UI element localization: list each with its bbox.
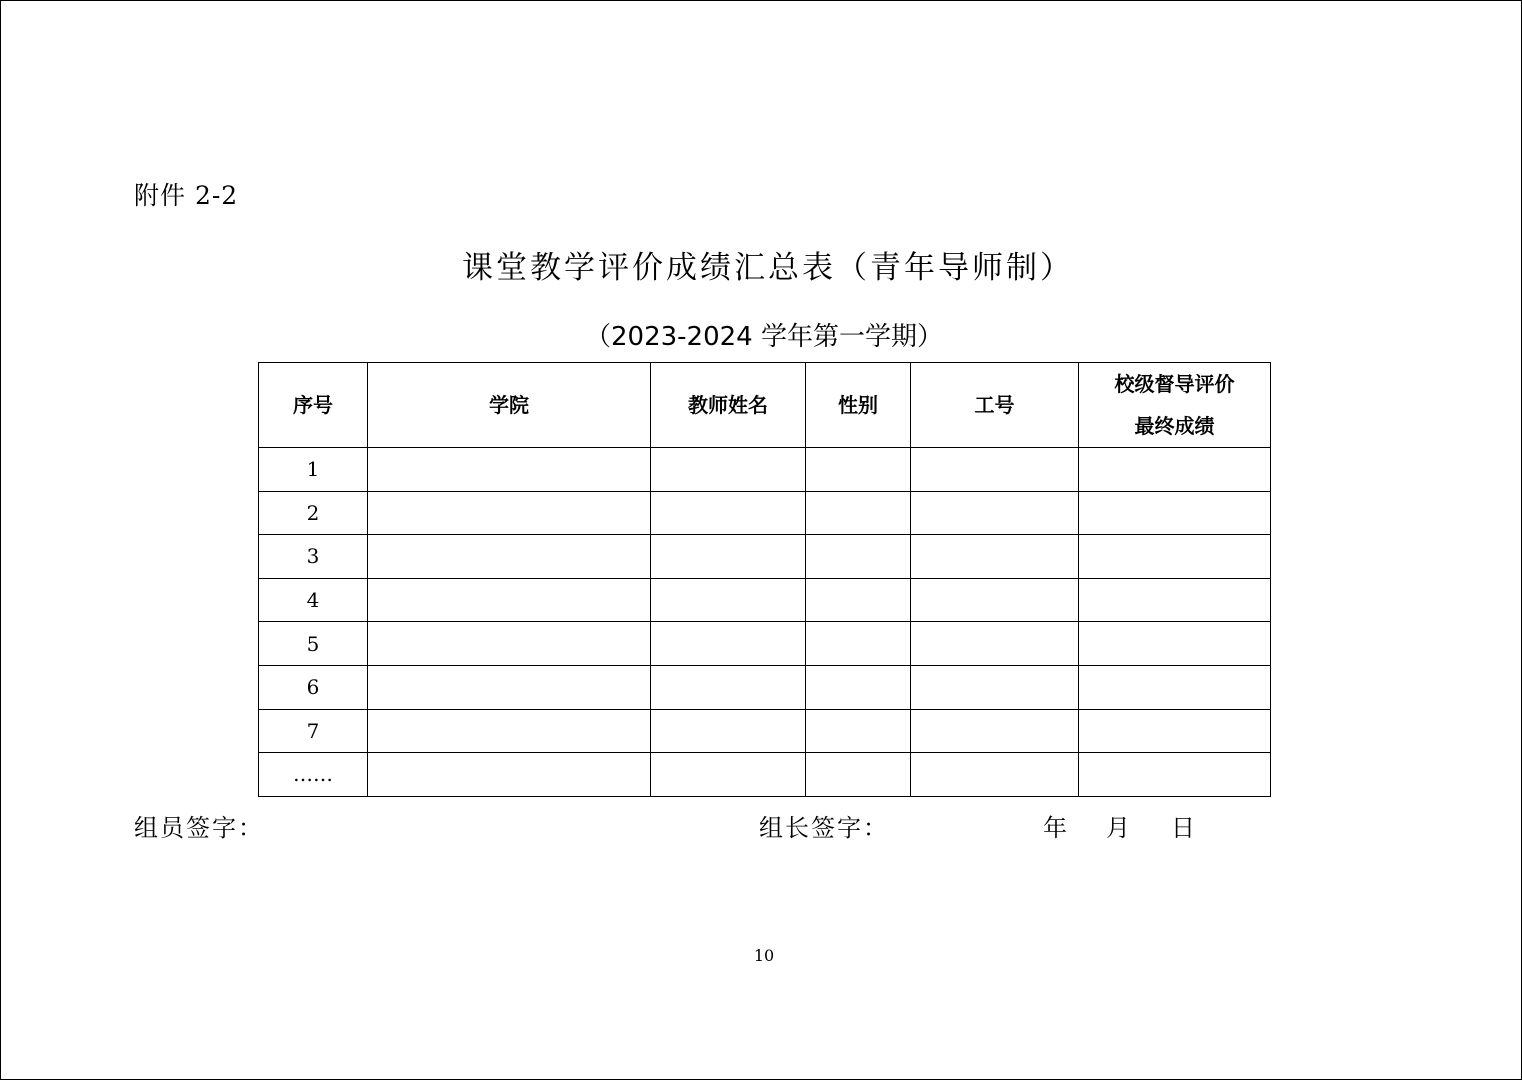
cell-college[interactable] <box>368 578 651 622</box>
cell-final-score[interactable] <box>1079 622 1271 666</box>
cell-teacher-name[interactable] <box>651 578 806 622</box>
table-row <box>259 709 1271 753</box>
table-row <box>259 535 1271 579</box>
cell-final-score[interactable] <box>1079 709 1271 753</box>
header-college: 学院 <box>368 363 651 448</box>
cell-college[interactable] <box>368 665 651 709</box>
cell-final-score[interactable] <box>1079 491 1271 535</box>
cell-index: 4 <box>259 578 368 622</box>
table-row <box>259 578 1271 622</box>
header-final-score-line2: 最终成绩 <box>1134 414 1215 438</box>
cell-college[interactable] <box>368 709 651 753</box>
cell-gender[interactable] <box>806 753 911 797</box>
header-final-score <box>1079 363 1271 448</box>
page-number: 10 <box>753 946 775 965</box>
table-row <box>259 448 1271 492</box>
date-month-label: 月 <box>1106 814 1130 842</box>
cell-staff-id[interactable] <box>911 665 1079 709</box>
cell-final-score[interactable] <box>1079 535 1271 579</box>
attachment-label: 附件 2-2 <box>134 181 239 210</box>
score-summary-table <box>258 362 1271 797</box>
cell-staff-id[interactable] <box>911 535 1079 579</box>
date-year-label: 年 <box>1043 814 1067 842</box>
cell-index: 1 <box>259 448 368 492</box>
cell-teacher-name[interactable] <box>651 709 806 753</box>
header-teacher-name: 教师姓名 <box>651 363 806 448</box>
cell-college[interactable] <box>368 622 651 666</box>
cell-index: 6 <box>259 665 368 709</box>
cell-teacher-name[interactable] <box>651 622 806 666</box>
cell-teacher-name[interactable] <box>651 753 806 797</box>
cell-gender[interactable] <box>806 665 911 709</box>
cell-staff-id[interactable] <box>911 622 1079 666</box>
document-title: 课堂教学评价成绩汇总表（青年导师制） <box>462 250 1074 286</box>
header-staff-id: 工号 <box>911 363 1079 448</box>
cell-index: 7 <box>259 709 368 753</box>
cell-final-score[interactable] <box>1079 448 1271 492</box>
document-subtitle: （2023-2024 学年第一学期） <box>585 322 943 352</box>
cell-gender[interactable] <box>806 535 911 579</box>
cell-teacher-name[interactable] <box>651 535 806 579</box>
header-gender: 性别 <box>806 363 911 448</box>
cell-staff-id[interactable] <box>911 578 1079 622</box>
cell-staff-id[interactable] <box>911 448 1079 492</box>
cell-staff-id[interactable] <box>911 491 1079 535</box>
leader-signature-label: 组长签字： <box>759 814 889 842</box>
header-index: 序号 <box>259 363 368 448</box>
cell-gender[interactable] <box>806 448 911 492</box>
cell-college[interactable] <box>368 535 651 579</box>
table-row <box>259 622 1271 666</box>
cell-college[interactable] <box>368 753 651 797</box>
cell-final-score[interactable] <box>1079 578 1271 622</box>
table-header-row <box>259 363 1271 448</box>
cell-gender[interactable] <box>806 578 911 622</box>
cell-college[interactable] <box>368 448 651 492</box>
table-row <box>259 491 1271 535</box>
cell-staff-id[interactable] <box>911 709 1079 753</box>
cell-final-score[interactable] <box>1079 665 1271 709</box>
table-row <box>259 665 1271 709</box>
table-row <box>259 753 1271 797</box>
cell-teacher-name[interactable] <box>651 665 806 709</box>
cell-teacher-name[interactable] <box>651 491 806 535</box>
cell-gender[interactable] <box>806 622 911 666</box>
cell-index: 3 <box>259 535 368 579</box>
member-signature-label: 组员签字： <box>134 814 264 842</box>
date-day-label: 日 <box>1171 814 1195 842</box>
cell-college[interactable] <box>368 491 651 535</box>
cell-index: …… <box>259 753 368 797</box>
header-final-score-line1: 校级督导评价 <box>1114 372 1235 396</box>
cell-index: 2 <box>259 491 368 535</box>
cell-staff-id[interactable] <box>911 753 1079 797</box>
cell-teacher-name[interactable] <box>651 448 806 492</box>
cell-final-score[interactable] <box>1079 753 1271 797</box>
cell-gender[interactable] <box>806 709 911 753</box>
cell-gender[interactable] <box>806 491 911 535</box>
cell-index: 5 <box>259 622 368 666</box>
